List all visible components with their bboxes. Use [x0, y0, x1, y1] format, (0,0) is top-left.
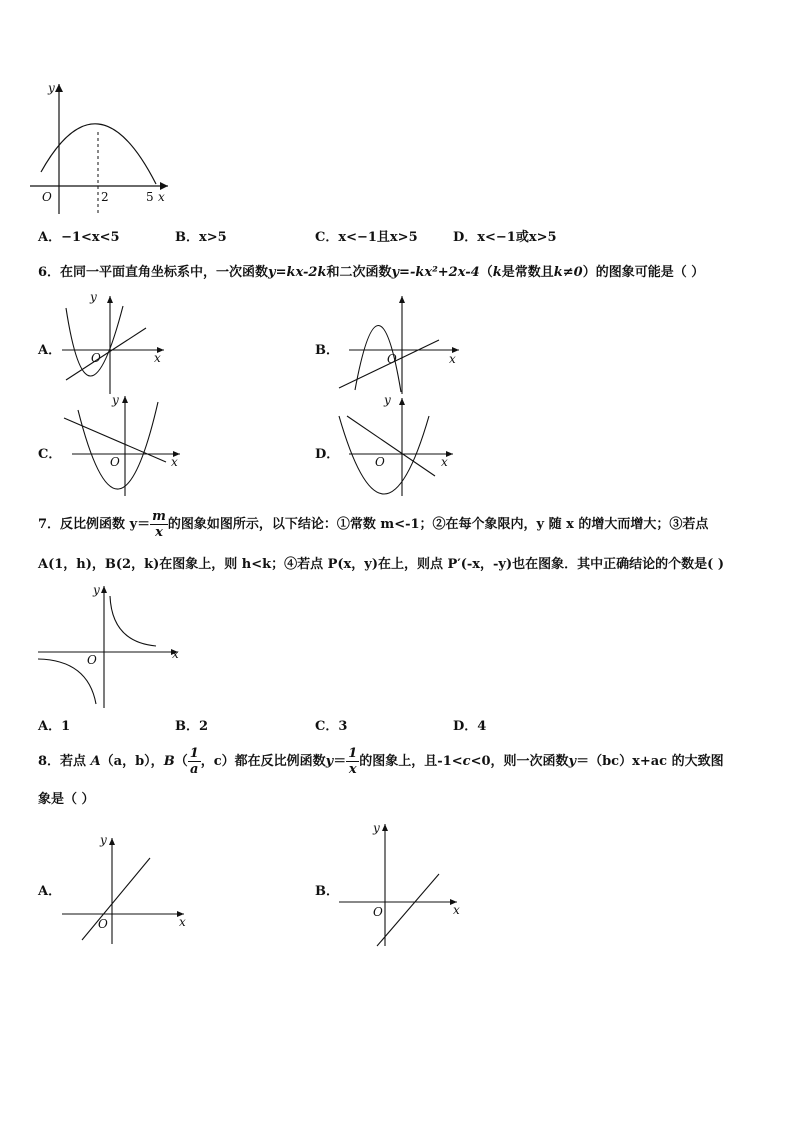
q7-fraction [150, 509, 168, 540]
q5-option-b[interactable]: B．x>5 [175, 230, 227, 245]
q8-graph-a[interactable] [58, 828, 198, 948]
q8-fb-den: a [190, 762, 199, 777]
q8-p7: <0，则一次函数 [470, 754, 569, 769]
q7-origin-label: O [87, 653, 97, 667]
q6-graph-c[interactable] [58, 392, 188, 502]
q7-hyperbola-q1 [110, 596, 156, 646]
q7-x-label: x [172, 647, 179, 661]
q8-p8: ＝（bc）x+ac 的大致图 [576, 754, 724, 769]
q6c-y-label: y [112, 393, 119, 407]
q6-graph-b[interactable] [335, 290, 465, 400]
q6-graph-d[interactable] [335, 392, 465, 502]
q6-option-b[interactable]: B． [315, 343, 339, 358]
q6c-x-label: x [171, 455, 178, 469]
q6a-x-label: x [154, 351, 161, 365]
q8b-line [377, 874, 439, 946]
q6-condition: k≠0 [553, 265, 583, 280]
q6-stem-p2: 和二次函数 [326, 265, 392, 280]
q8b-x-label: x [453, 903, 460, 917]
q6-linear-function: y=kx-2k [268, 265, 327, 280]
q8a-origin-label: O [98, 917, 108, 931]
q8-point-a: A [90, 754, 101, 769]
q7-frac-den: x [155, 525, 163, 540]
q8-fraction-func [346, 746, 359, 777]
q8a-x-label: x [179, 915, 186, 929]
q8a-y-label: y [100, 833, 107, 847]
q7-stem-line2: A(1，h)，B(2，k)在图象上，则 h<k；④若点 P(x，y)在上，则点 P′(-x，-y)也在图象．其中正确结论的个数是( ) [38, 557, 724, 572]
q6a-line [66, 328, 146, 380]
q8-point-b: B [163, 754, 175, 769]
q7-graph [36, 582, 196, 712]
q6c-y-arrow [122, 396, 128, 403]
q6b-y-arrow [399, 296, 405, 303]
q6-option-a[interactable]: A． [38, 343, 62, 358]
q6d-y-label: y [384, 393, 391, 407]
q5-tick-2: 2 [101, 190, 109, 204]
q7-y-arrow [101, 586, 107, 593]
q8-p2: （a，b）， [100, 754, 164, 769]
q5-y-arrow [55, 84, 63, 92]
q8-fb-num: 1 [189, 746, 199, 761]
q7-option-a[interactable]: A．1 [38, 719, 71, 734]
q8-option-b[interactable]: B． [315, 884, 339, 899]
q7-option-c[interactable]: C．3 [315, 719, 348, 734]
q5-option-d[interactable]: D．x<−1或x>5 [453, 230, 557, 245]
q8b-y-arrow [382, 824, 388, 831]
q6a-y-arrow [107, 296, 113, 303]
q6d-y-arrow [399, 398, 405, 405]
q8b-y-label: y [373, 821, 380, 835]
q6-option-c[interactable]: C． [38, 447, 62, 462]
q5-x-label: x [158, 190, 165, 204]
q8-stem-line1 [38, 745, 724, 779]
q7-stem-a: 7．反比例函数 y＝ [38, 517, 151, 532]
q8-p3: （ [174, 754, 188, 769]
q8-p4: ，c）都在反比例函数 [200, 754, 326, 769]
q6c-origin-label: O [110, 455, 120, 469]
q5-x-arrow [160, 182, 168, 190]
q6-stem [38, 264, 704, 282]
q8-graph-b[interactable] [335, 818, 485, 948]
q5-graph [30, 80, 170, 220]
q5-option-c[interactable]: C．x<−1且x>5 [315, 230, 418, 245]
q5-option-a[interactable]: A．−1<x<5 [38, 230, 120, 245]
q8-stem-line2: 象是（ ） [38, 792, 95, 807]
q6-stem-p5: ）的图象可能是（ ） [582, 265, 705, 280]
q6-option-d[interactable]: D． [315, 447, 340, 462]
q8-ff-den: x [348, 762, 357, 777]
q8-ff-num: 1 [348, 746, 358, 761]
q6-stem-p1: 6．在同一平面直角坐标系中，一次函数 [38, 265, 269, 280]
q6b-origin-label: O [387, 352, 397, 366]
q8-c: c [462, 754, 471, 769]
q6-graph-a[interactable] [58, 290, 168, 400]
q7-stem-line1 [38, 508, 708, 542]
q8-p6: 的图象上，且-1< [359, 754, 463, 769]
q8-fraction-b [188, 746, 201, 777]
q6d-x-label: x [441, 455, 448, 469]
q6d-line [347, 416, 435, 476]
q8a-y-arrow [109, 838, 115, 845]
q6-quadratic-function: y=-kx²+2x-4 [391, 265, 480, 280]
q6a-y-label: y [90, 290, 97, 304]
q6b-x-label: x [449, 352, 456, 366]
q7-frac-num: m [152, 509, 166, 524]
q6a-origin-label: O [91, 351, 101, 365]
q7-option-d[interactable]: D．4 [453, 719, 487, 734]
q8a-line [82, 858, 150, 940]
q8-option-a[interactable]: A． [38, 884, 62, 899]
q8-p1: 8．若点 [38, 754, 91, 769]
q8b-origin-label: O [373, 905, 383, 919]
q6d-origin-label: O [375, 455, 385, 469]
q6-stem-p3: （ [479, 265, 493, 280]
q7-stem-b: 的图象如图所示，以下结论：①常数 m<-1；②在每个象限内，y 随 x 的增大而增大；③若点 [167, 517, 709, 532]
q6c-parabola [78, 402, 158, 489]
q7-y-label: y [93, 583, 100, 597]
q7-option-b[interactable]: B．2 [175, 719, 209, 734]
q5-tick-5: 5 [146, 190, 154, 204]
q6-stem-p4: 是常数且 [501, 265, 554, 280]
q8-y2: y [568, 754, 577, 769]
q6a-parabola [66, 306, 123, 376]
q5-origin-label: O [42, 190, 52, 204]
q8-p5: ＝ [333, 754, 347, 769]
q5-y-label: y [48, 81, 55, 95]
q6-k: k [492, 265, 502, 280]
q8-y1: y [325, 754, 334, 769]
